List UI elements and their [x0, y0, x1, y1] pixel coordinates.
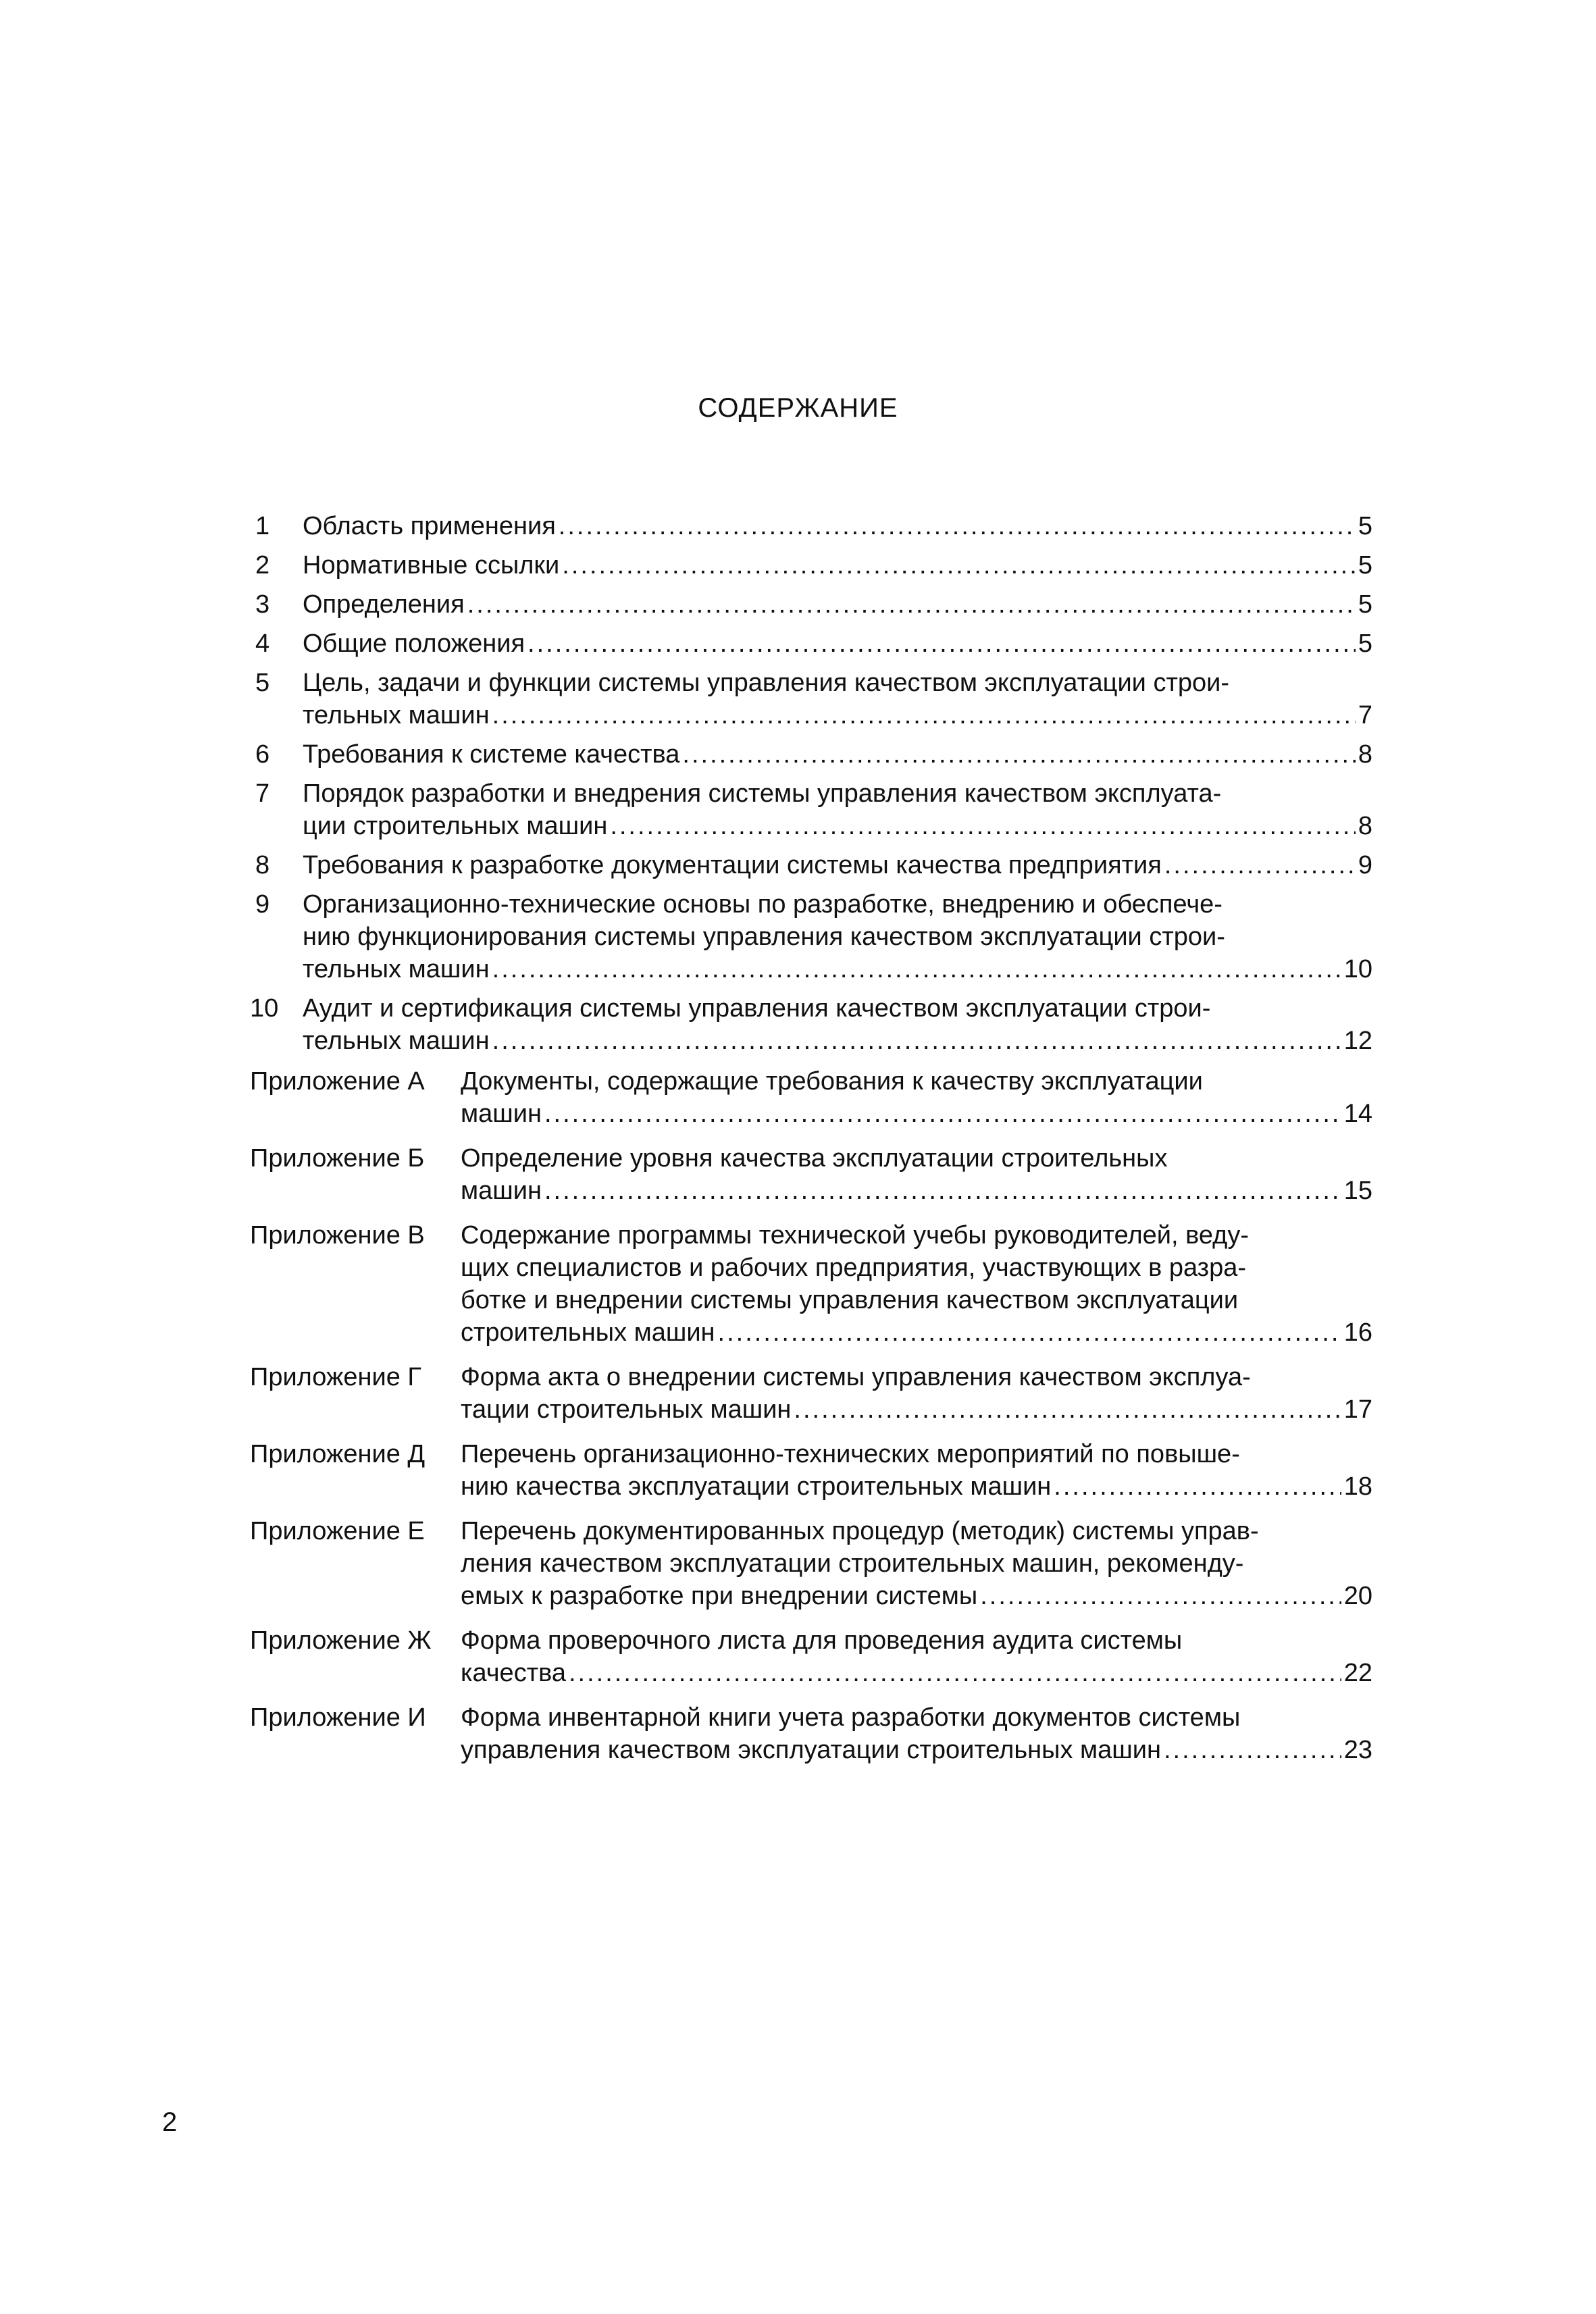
entry-title-line: Организационно-технические основы по разработке, внедрению и обеспече- — [303, 890, 1222, 919]
section-number: 9 — [255, 890, 270, 919]
dot-leader — [794, 1393, 1341, 1426]
entry-title-line: Содержание программы технической учебы руководителей, веду- — [461, 1221, 1249, 1250]
entry-title: строительных машин — [461, 1318, 715, 1347]
entry-title: нию качества эксплуатации строительных машин — [461, 1472, 1052, 1501]
page-ref: 10 — [1343, 955, 1372, 983]
page-ref: 8 — [1358, 740, 1372, 769]
entry-title: тельных машин — [303, 955, 490, 983]
toc-appendix-entry[interactable] — [250, 1219, 1372, 1349]
dot-leader — [492, 953, 1341, 985]
page-ref: 16 — [1343, 1318, 1372, 1347]
toc-entry[interactable] — [250, 510, 1372, 542]
toc-title: СОДЕРЖАНИЕ — [698, 393, 898, 423]
entry-title: Нормативные ссылки — [303, 551, 560, 580]
page-ref: 15 — [1343, 1177, 1372, 1205]
section-number: 3 — [255, 590, 270, 619]
entry-title: тации строительных машин — [461, 1395, 792, 1424]
entry-title-line: Форма проверочного листа для проведения аудита системы — [461, 1626, 1183, 1655]
page-ref: 23 — [1343, 1736, 1372, 1764]
toc-entry[interactable] — [250, 992, 1372, 1057]
entry-title: Общие положения — [303, 629, 525, 658]
section-number: 6 — [255, 740, 270, 769]
toc-entry[interactable] — [250, 777, 1372, 842]
entry-title-line: Перечень документированных процедур (методик) системы управ- — [461, 1517, 1259, 1545]
appendix-label: Приложение Б — [250, 1144, 425, 1173]
entry-title-line: Перечень организационно-технических мероприятий по повыше- — [461, 1440, 1240, 1468]
entry-title: Область применения — [303, 512, 556, 540]
page-ref: 14 — [1343, 1100, 1372, 1128]
page-ref: 5 — [1358, 512, 1372, 540]
page-ref: 5 — [1358, 629, 1372, 658]
dot-leader — [718, 1316, 1341, 1349]
page-ref: 17 — [1343, 1395, 1372, 1424]
appendix-label: Приложение Е — [250, 1517, 425, 1545]
page-number: 2 — [162, 2107, 178, 2137]
appendix-label: Приложение Д — [250, 1440, 426, 1468]
page-ref: 7 — [1358, 701, 1372, 729]
entry-title: тельных машин — [303, 1027, 490, 1055]
toc-appendix-entry[interactable] — [250, 1701, 1372, 1766]
dot-leader — [569, 1657, 1341, 1689]
toc-appendix-entry[interactable] — [250, 1515, 1372, 1612]
dot-leader — [562, 549, 1356, 582]
dot-leader — [1054, 1470, 1341, 1503]
section-number: 1 — [255, 512, 270, 540]
page-ref: 20 — [1343, 1582, 1372, 1610]
appendix-label: Приложение В — [250, 1221, 425, 1250]
toc-appendix-entry[interactable] — [250, 1142, 1372, 1207]
toc-entry[interactable] — [250, 888, 1372, 985]
dot-leader — [1164, 849, 1356, 881]
appendix-label: Приложение Г — [250, 1363, 422, 1391]
toc-entry[interactable] — [250, 549, 1372, 582]
section-number: 8 — [255, 851, 270, 879]
entry-title-line: Аудит и сертификация системы управления качеством эксплуатации строи- — [303, 994, 1211, 1023]
appendix-label: Приложение Ж — [250, 1626, 432, 1655]
dot-leader — [467, 588, 1356, 621]
entry-title-line: нию функционирования системы управления качеством эксплуатации строи- — [303, 923, 1225, 951]
entry-title-line: Определение уровня качества эксплуатации строительных — [461, 1144, 1168, 1173]
dot-leader — [492, 1025, 1341, 1057]
dot-leader — [544, 1098, 1341, 1130]
entry-title: емых к разработке при внедрении системы — [461, 1582, 978, 1610]
toc-appendix-entry[interactable] — [250, 1065, 1372, 1130]
entry-title: Определения — [303, 590, 465, 619]
toc-entry[interactable] — [250, 627, 1372, 660]
section-number: 5 — [255, 669, 270, 697]
entry-title-line: щих специалистов и рабочих предприятия, участвующих в разра- — [461, 1254, 1247, 1282]
toc-appendix-entry[interactable] — [250, 1361, 1372, 1426]
entry-title: ции строительных машин — [303, 812, 608, 840]
entry-title-line: Цель, задачи и функции системы управления качеством эксплуатации строи- — [303, 669, 1230, 697]
entry-title-line: ления качеством эксплуатации строительных машин, рекоменду- — [461, 1549, 1244, 1578]
table-of-contents — [250, 510, 1372, 1778]
page-ref: 18 — [1343, 1472, 1372, 1501]
dot-leader — [544, 1175, 1341, 1207]
toc-entry[interactable] — [250, 738, 1372, 771]
section-number: 10 — [250, 994, 279, 1023]
entry-title-line: Форма акта о внедрении системы управления качеством эксплуа- — [461, 1363, 1251, 1391]
entry-title-line: Форма инвентарной книги учета разработки документов системы — [461, 1703, 1241, 1732]
entry-title: машин — [461, 1100, 542, 1128]
entry-title: управления качеством эксплуатации строительных машин — [461, 1736, 1161, 1764]
page-ref: 8 — [1358, 812, 1372, 840]
entry-title: машин — [461, 1177, 542, 1205]
dot-leader — [682, 738, 1355, 771]
appendix-label: Приложение А — [250, 1067, 425, 1096]
entry-title-line: ботке и внедрении системы управления качеством эксплуатации — [461, 1286, 1239, 1314]
entry-title: Требования к системе качества — [303, 740, 680, 769]
toc-entry[interactable] — [250, 849, 1372, 881]
entry-title-line: Документы, содержащие требования к качеству эксплуатации — [461, 1067, 1203, 1096]
dot-leader — [610, 810, 1356, 842]
toc-appendix-entry[interactable] — [250, 1438, 1372, 1503]
appendix-label: Приложение И — [250, 1703, 426, 1732]
toc-entry[interactable] — [250, 588, 1372, 621]
page-ref: 5 — [1358, 551, 1372, 580]
dot-leader — [1164, 1734, 1341, 1766]
toc-appendix-entry[interactable] — [250, 1624, 1372, 1689]
page-ref: 9 — [1358, 851, 1372, 879]
section-number: 2 — [255, 551, 270, 580]
page-ref: 22 — [1343, 1659, 1372, 1687]
entry-title: Требования к разработке документации системы качества предприятия — [303, 851, 1162, 879]
entry-title-line: Порядок разработки и внедрения системы управления качеством эксплуата- — [303, 779, 1222, 808]
dot-leader — [492, 699, 1356, 731]
entry-title: тельных машин — [303, 701, 490, 729]
section-number: 4 — [255, 629, 270, 658]
entry-title: качества — [461, 1659, 566, 1687]
page-ref: 5 — [1358, 590, 1372, 619]
dot-leader — [527, 627, 1356, 660]
page-ref: 12 — [1343, 1027, 1372, 1055]
dot-leader — [559, 510, 1356, 542]
toc-entry[interactable] — [250, 667, 1372, 731]
section-number: 7 — [255, 779, 270, 808]
dot-leader — [980, 1580, 1341, 1612]
